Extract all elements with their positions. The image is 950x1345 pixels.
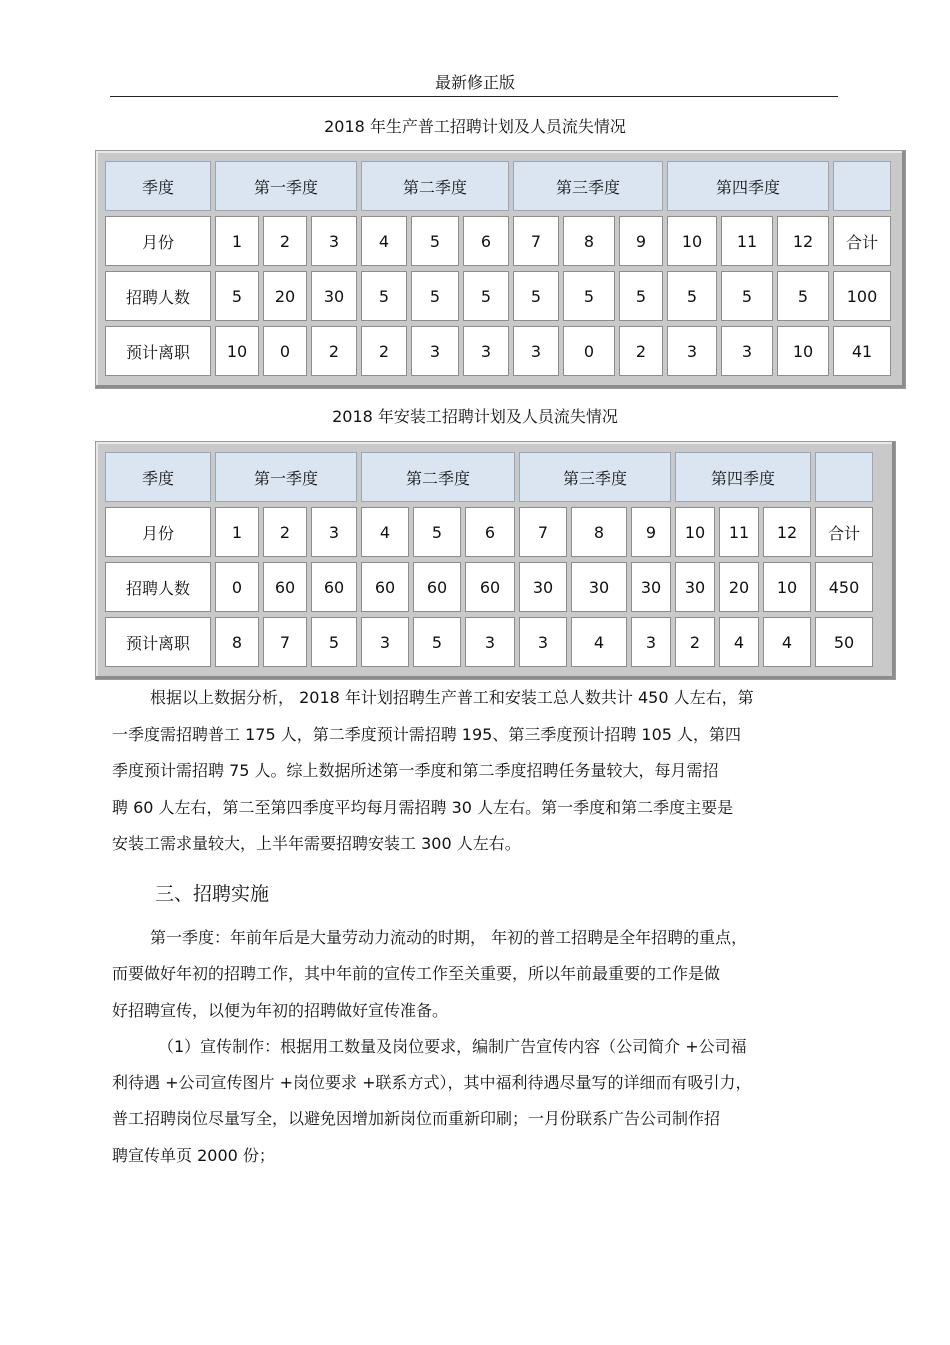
text-line: 第一季度：年前年后是大量劳动力流动的时期， 年初的普工招聘是全年招聘的重点， — [150, 928, 748, 947]
table-cell: 5 — [667, 271, 717, 321]
table-cell: 1 — [215, 507, 259, 557]
table2-frame — [95, 441, 896, 680]
table2-leave-row — [105, 617, 873, 667]
table-cell: 41 — [833, 326, 891, 376]
table-cell: 7 — [513, 216, 559, 266]
table-cell: 8 — [563, 216, 615, 266]
table-cell: 7 — [263, 617, 307, 667]
table-cell: 60 — [413, 562, 461, 612]
table-cell: 5 — [777, 271, 829, 321]
table-cell: 3 — [463, 326, 509, 376]
table-cell: 20 — [719, 562, 759, 612]
table-cell: 5 — [721, 271, 773, 321]
table-cell: 3 — [667, 326, 717, 376]
text-line: 聘 60 人左右，第二至第四季度平均每月需招聘 30 人左右。第一季度和第二季度主要是 — [112, 797, 734, 817]
table-cell: 60 — [311, 562, 357, 612]
table-cell: 4 — [763, 617, 811, 667]
table2-quarter-header: 季度 — [105, 452, 211, 502]
table-cell: 3 — [311, 507, 357, 557]
section-heading: 三、招聘实施 — [155, 883, 270, 905]
table-cell: 0 — [215, 562, 259, 612]
table-cell: 合计 — [815, 507, 873, 557]
header-divider — [110, 96, 838, 97]
table-cell: 5 — [311, 617, 357, 667]
table-cell: 60 — [465, 562, 515, 612]
table2-q3: 第三季度 — [519, 452, 671, 502]
text-line: 根据以上数据分析， 2018 年计划招聘生产普工和安装工总人数共计 450 人左右，第 — [150, 688, 754, 707]
table-cell: 0 — [563, 326, 615, 376]
table-cell: 4 — [361, 216, 407, 266]
table-cell: 5 — [411, 216, 459, 266]
table-cell: 60 — [263, 562, 307, 612]
table-cell: 5 — [563, 271, 615, 321]
table-cell: 2 — [311, 326, 357, 376]
table-cell: 1 — [215, 216, 259, 266]
table-cell: 招聘人数 — [105, 562, 211, 612]
table2 — [101, 447, 877, 672]
table-cell: 5 — [463, 271, 509, 321]
table1-quarter-blank — [833, 161, 891, 211]
table2-quarter-row — [105, 452, 873, 502]
table2-q1: 第一季度 — [215, 452, 357, 502]
table-cell: 4 — [361, 507, 409, 557]
table-cell: 10 — [777, 326, 829, 376]
table-cell: 3 — [361, 617, 409, 667]
table1-quarter-header: 季度 — [105, 161, 211, 211]
table-cell: 11 — [719, 507, 759, 557]
text-line: 而要做好年初的招聘工作，其中年前的宣传工作至关重要，所以年前最重要的工作是做 — [112, 964, 721, 984]
text-line: 普工招聘岗位尽量写全，以避免因增加新岗位而重新印刷；一月份联系广告公司制作招 — [112, 1109, 721, 1129]
table-cell: 60 — [361, 562, 409, 612]
table-cell: 5 — [513, 271, 559, 321]
page-header: 最新修正版 — [434, 73, 515, 92]
table-cell: 12 — [763, 507, 811, 557]
table-cell: 10 — [763, 562, 811, 612]
analysis-paragraph — [112, 680, 838, 863]
table1-caption: 2018 年生产普工招聘计划及人员流失情况 — [324, 117, 626, 136]
table-cell: 10 — [215, 326, 259, 376]
table1-hire-row — [105, 271, 891, 321]
table-cell: 合计 — [833, 216, 891, 266]
table2-quarter-blank — [815, 452, 873, 502]
table1 — [101, 156, 895, 381]
table1-frame — [95, 150, 906, 389]
table-cell: 5 — [215, 271, 259, 321]
table-cell: 450 — [815, 562, 873, 612]
table-cell: 50 — [815, 617, 873, 667]
text-line: 一季度需招聘普工 175 人，第二季度预计需招聘 195、第三季度预计招聘 105 人，第四 — [112, 724, 742, 744]
table-cell: 4 — [719, 617, 759, 667]
table-cell: 9 — [631, 507, 671, 557]
table-cell: 30 — [311, 271, 357, 321]
table-cell: 预计离职 — [105, 326, 211, 376]
table1-q4: 第四季度 — [667, 161, 829, 211]
table-cell: 3 — [519, 617, 567, 667]
table2-q4: 第四季度 — [675, 452, 811, 502]
table-cell: 4 — [571, 617, 627, 667]
table-cell: 5 — [413, 617, 461, 667]
table-cell: 6 — [463, 216, 509, 266]
table-cell: 7 — [519, 507, 567, 557]
table-cell: 8 — [571, 507, 627, 557]
table-cell: 2 — [263, 507, 307, 557]
table1-month-row — [105, 216, 891, 266]
text-line: 好招聘宣传，以便为年初的招聘做好宣传准备。 — [112, 1000, 449, 1020]
table-cell: 30 — [631, 562, 671, 612]
table-cell: 30 — [571, 562, 627, 612]
table1-q3: 第三季度 — [513, 161, 663, 211]
table-cell: 6 — [465, 507, 515, 557]
text-line: 利待遇 +公司宣传图片 +岗位要求 +联系方式），其中福利待遇尽量写的详细而有吸引力， — [112, 1073, 752, 1093]
table2-month-row — [105, 507, 873, 557]
text-line: （1）宣传制作：根据用工数量及岗位要求，编制广告宣传内容（公司简介 +公司福 — [158, 1036, 747, 1056]
table-cell: 3 — [631, 617, 671, 667]
table-cell: 12 — [777, 216, 829, 266]
text-line: 季度预计需招聘 75 人。综上数据所述第一季度和第二季度招聘任务量较大，每月需招 — [112, 761, 719, 781]
text-line: 聘宣传单页 2000 份； — [112, 1145, 275, 1165]
table-cell: 10 — [675, 507, 715, 557]
table-cell: 月份 — [105, 216, 211, 266]
table-cell: 9 — [619, 216, 663, 266]
table1-q1: 第一季度 — [215, 161, 357, 211]
table-cell: 2 — [675, 617, 715, 667]
table-cell: 2 — [619, 326, 663, 376]
table-cell: 5 — [411, 271, 459, 321]
table-cell: 30 — [519, 562, 567, 612]
table-cell: 20 — [263, 271, 307, 321]
table-cell: 0 — [263, 326, 307, 376]
table-cell: 5 — [413, 507, 461, 557]
table-cell: 11 — [721, 216, 773, 266]
table-cell: 3 — [311, 216, 357, 266]
table-cell: 3 — [513, 326, 559, 376]
table-cell: 2 — [263, 216, 307, 266]
table-cell: 3 — [721, 326, 773, 376]
table-cell: 3 — [411, 326, 459, 376]
implementation-paragraph — [112, 920, 838, 1174]
table-cell: 10 — [667, 216, 717, 266]
table-cell: 5 — [361, 271, 407, 321]
table-cell: 预计离职 — [105, 617, 211, 667]
table-cell: 100 — [833, 271, 891, 321]
table1-leave-row — [105, 326, 891, 376]
table-cell: 3 — [465, 617, 515, 667]
table-cell: 2 — [361, 326, 407, 376]
table1-q2: 第二季度 — [361, 161, 509, 211]
table-cell: 月份 — [105, 507, 211, 557]
table2-q2: 第二季度 — [361, 452, 515, 502]
table2-caption: 2018 年安装工招聘计划及人员流失情况 — [332, 407, 618, 426]
table-cell: 招聘人数 — [105, 271, 211, 321]
table-cell: 5 — [619, 271, 663, 321]
table2-hire-row — [105, 562, 873, 612]
table-cell: 30 — [675, 562, 715, 612]
table1-quarter-row — [105, 161, 891, 211]
text-line: 安装工需求量较大，上半年需要招聘安装工 300 人左右。 — [112, 834, 521, 854]
table-cell: 8 — [215, 617, 259, 667]
